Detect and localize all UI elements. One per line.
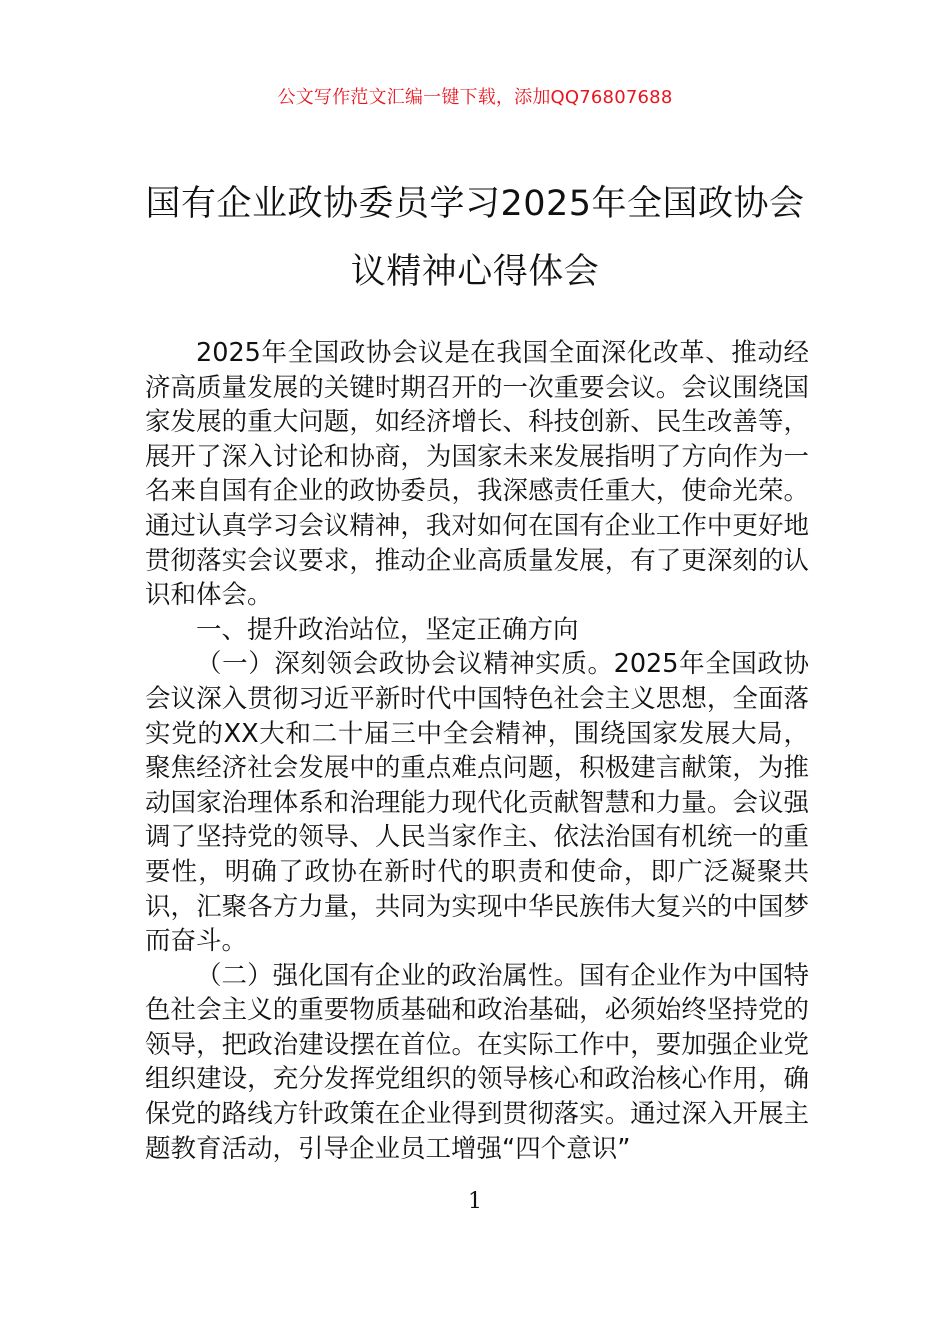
document-body <box>145 336 809 1166</box>
intro-paragraph: 2025年全国政协会议是在我国全面深化改革、推动经济高质量发展的关键时期召开的一次重要会议。会议围绕国家发展的重大问题，如经济增长、科技创新、民生改善等，展开了深入讨论和协商，为国家未来发展指明了方向作为一名来自国有企业的政协委员，我深感责任重大，使命光荣。通过认真学习会议精神，我对如何在国有企业工作中更好地贯彻落实会议要求，推动企业高质量发展，有了更深刻的认识和体会。 <box>145 338 809 611</box>
section-heading-1: 一、提升政治站位，坚定正确方向 <box>196 614 579 645</box>
title-line-2: 议精神心得体会 <box>350 252 600 292</box>
document-title <box>140 170 810 306</box>
header-download-note: 公文写作范文汇编一键下载，添加QQ76807688 <box>277 87 673 108</box>
title-line-1: 国有企业政协委员学习2025年全国政协会 <box>145 184 805 224</box>
subsection-paragraph-2: （二）强化国有企业的政治属性。国有企业作为中国特色社会主义的重要物质基础和政治基础，必须始终坚持党的领导，把政治建设摆在首位。在实际工作中，要加强企业党组织建设，充分发挥党组织的领导核心和政治核心作用，确保党的路线方针政策在企业得到贯彻落实。通过深入开展主题教育活动，引导企业员工增强“四个意识” <box>145 960 809 1164</box>
subsection-paragraph-1: （一）深刻领会政协会议精神实质。2025年全国政协会议深入贯彻习近平新时代中国特色社会主义思想，全面落实党的XX大和二十届三中全会精神，围绕国家发展大局，聚焦经济社会发展中的重点难点问题，积极建言献策，为推动国家治理体系和治理能力现代化贡献智慧和力量。会议强调了坚持党的领导、人民当家作主、依法治国有机统一的重要性，明确了政协在新时代的职责和使命，即广泛凝聚共识，汇聚各方力量，共同为实现中华民族伟大复兴的中国梦而奋斗。 <box>145 649 809 957</box>
page-number: 1 <box>468 1189 482 1214</box>
